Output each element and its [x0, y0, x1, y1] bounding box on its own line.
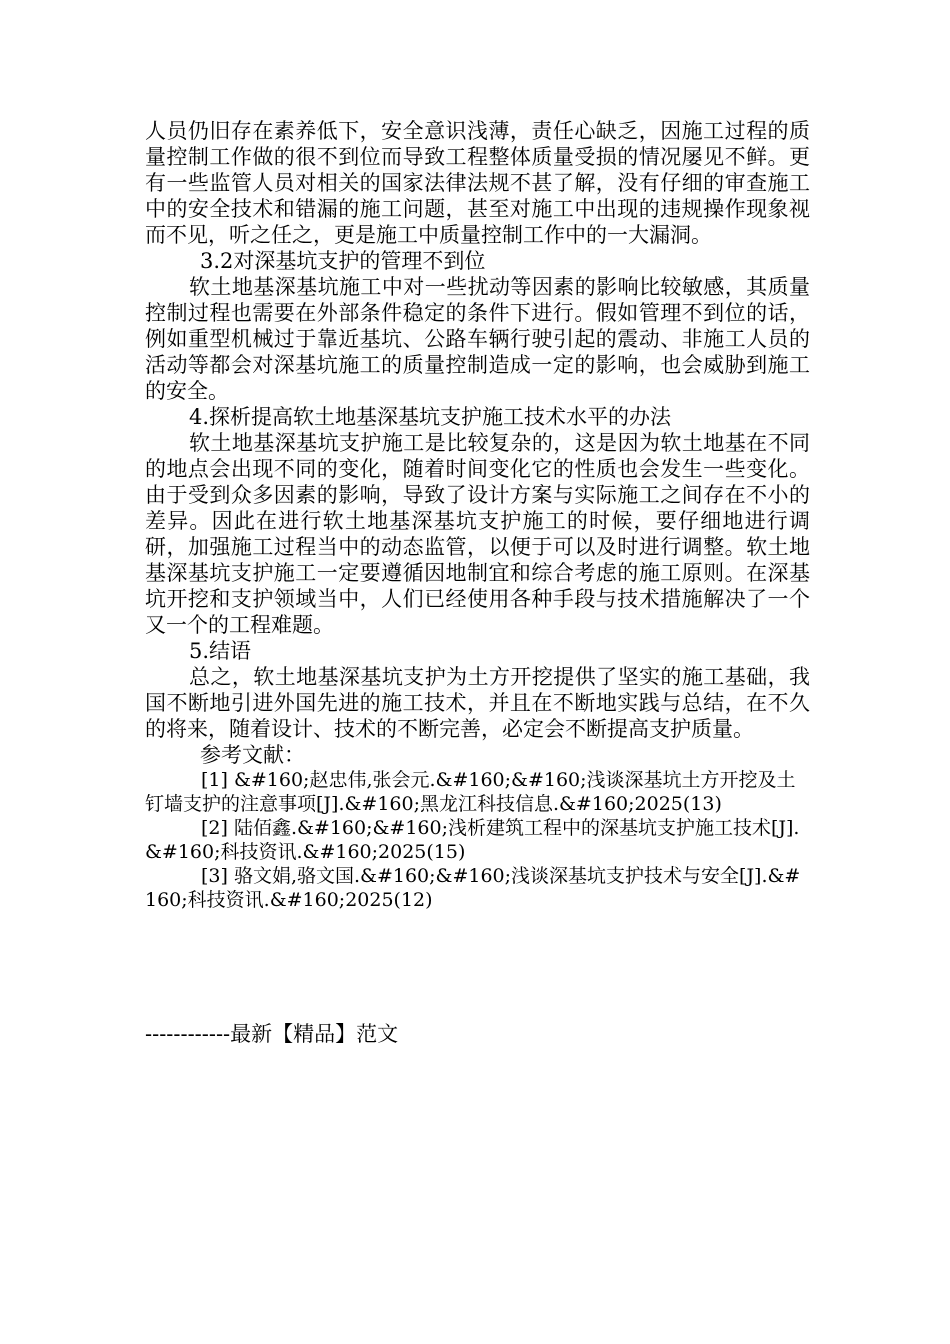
- reference-item: [1] &#160;赵忠伟,张会元.&#160;&#160;浅谈深基坑土方开挖及土钉墙支护的注意事项[J].&#160;黑龙江科技信息.&#160;2025(13): [145, 769, 796, 815]
- paragraph-4: 软土地基深基坑支护施工是比较复杂的，这是因为软土地基在不同的地点会出现不同的变化，随着时间变化它的性质也会发生一些变化。由于受到众多因素的影响，导致了设计方案与实际施工之间存在不小的差异。因此在进行软土地基深基坑支护施工的时候，要仔细地进行调研，加强施工过程当中的动态监管，以便于可以及时进行调整。软土地基深基坑支护施工一定要遵循因地制宜和综合考虑的施工原则。在深基坑开挖和支护领域当中，人们已经使用各种手段与技术措施解决了一个又一个的工程难题。: [145, 431, 810, 637]
- paragraph-5: 总之，软土地基深基坑支护为土方开挖提供了坚实的施工基础，我国不断地引进外国先进的施工技术，并且在不断地实践与总结，在不久的将来，随着设计、技术的不断完善，必定会不断提高支护质量。: [145, 665, 810, 741]
- paragraph-3-2: 软土地基深基坑施工中对一些扰动等因素的影响比较敏感，其质量控制过程也需要在外部条件稳定的条件下进行。假如管理不到位的话，例如重型机械过于靠近基坑、公路车辆行驶引起的震动、非施工人员的活动等都会对深基坑施工的质量控制造成一定的影响，也会威胁到施工的安全。: [145, 275, 810, 403]
- footer-caption: ------------最新【精品】范文: [145, 1022, 399, 1046]
- section-heading-4: 4.探析提高软土地基深基坑支护施工技术水平的办法: [189, 405, 672, 429]
- section-heading-3-2: 3.2对深基坑支护的管理不到位: [200, 249, 486, 273]
- document-body: [145, 118, 810, 912]
- references-title: 参考文献：: [200, 743, 305, 767]
- reference-item: [3] 骆文娟,骆文国.&#160;&#160;浅谈深基坑支护技术与安全[J].&#160;科技资讯.&#160;2025(12): [145, 865, 801, 911]
- reference-item: [2] 陆佰鑫.&#160;&#160;浅析建筑工程中的深基坑支护施工技术[J].&#160;科技资讯.&#160;2025(15): [145, 817, 800, 863]
- section-heading-5: 5.结语: [189, 639, 252, 663]
- paragraph-continued: 人员仍旧存在素养低下，安全意识浅薄，责任心缺乏，因施工过程的质量控制工作做的很不到位而导致工程整体质量受损的情况屡见不鲜。更有一些监管人员对相关的国家法律法规不甚了解，没有仔细的审查施工中的安全技术和错漏的施工问题，甚至对施工中出现的违规操作现象视而不见，听之任之，更是施工中质量控制工作中的一大漏洞。: [145, 119, 810, 247]
